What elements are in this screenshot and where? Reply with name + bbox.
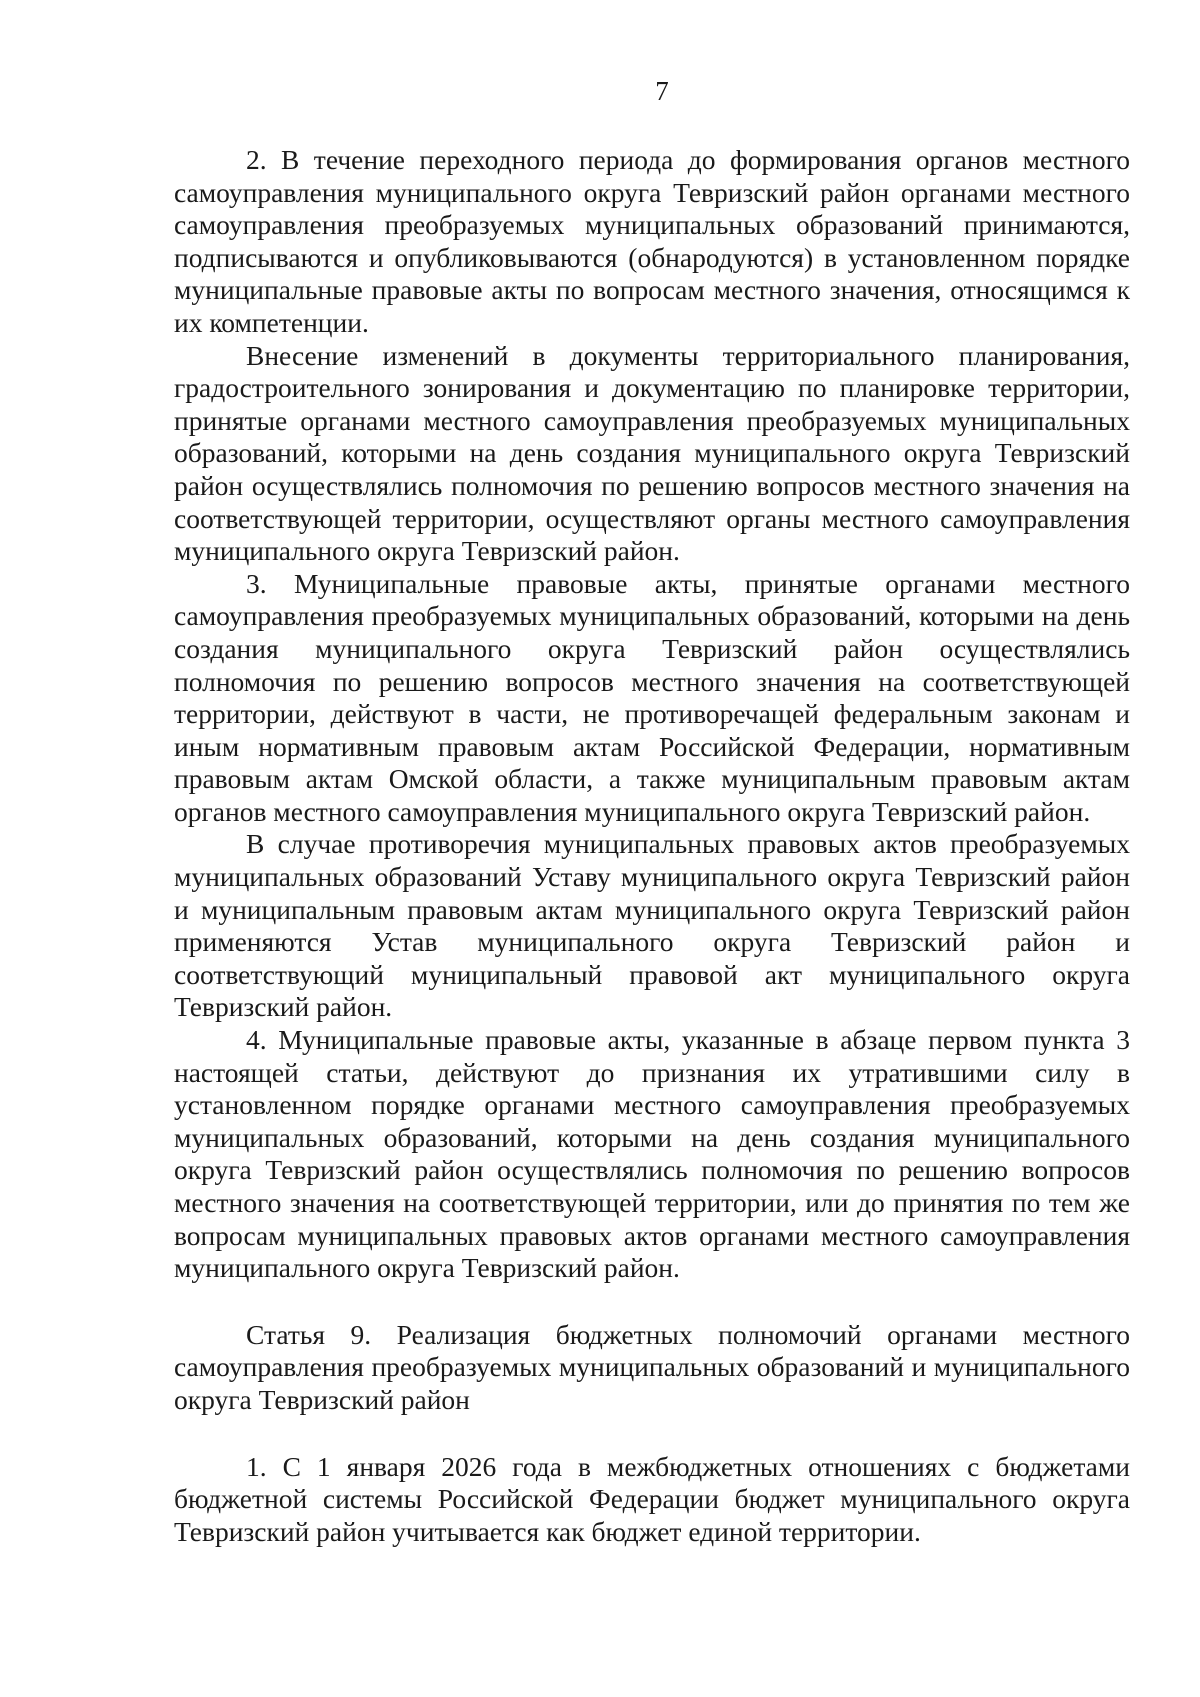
paragraph-item-2: 2. В течение переходного периода до формирования органов местного самоуправления муниципального округа Тевризский район органами местного самоуправления преобразуемых муниципальных образований принимаются, подписываются и опубликовываются (обнародуются) в установленном порядке муниципальные правовые акты по вопросам местного значения, относящимся к их компетенции. xyxy=(174,144,1130,338)
paragraph-contradiction: В случае противоречия муниципальных правовых актов преобразуемых муниципальных образований Уставу муниципального округа Тевризский район и муниципальным правовым актам муниципального округа Тевризский район применяются Устав муниципального округа Тевризский район и соответствующий муниципальный правовой акт муниципального округа Тевризский район. xyxy=(174,828,1130,1023)
document-body xyxy=(174,144,1130,1548)
paragraph-item-3: 3. Муниципальные правовые акты, принятые органами местного самоуправления преобразуемых муниципальных образований, которыми на день создания муниципального округа Тевризский район осуществлялись полномочия по решению вопросов местного значения на соответствующей территории, действуют в части, не противоречащей федеральным законам и иным нормативным правовым актам Российской Федерации, нормативным правовым актам Омской области, а также муниципальным правовым актам органов местного самоуправления муниципального округа Тевризский район. xyxy=(174,567,1130,827)
article-9-paragraph-1: 1. С 1 января 2026 года в межбюджетных отношениях с бюджетами бюджетной системы Российской Федерации бюджет муниципального округа Тевризский район учитывается как бюджет единой территории. xyxy=(174,1450,1130,1547)
page-number: 7 xyxy=(655,76,669,106)
paragraph-item-4: 4. Муниципальные правовые акты, указанные в абзаце первом пункта 3 настоящей статьи, действуют до признания их утратившими силу в установленном порядке органами местного самоуправления преобразуемых муниципальных образований, которыми на день создания муниципального округа Тевризский район осуществлялись полномочия по решению вопросов местного значения на соответствующей территории, или до принятия по тем же вопросам муниципальных правовых актов органами местного самоуправления муниципального округа Тевризский район. xyxy=(174,1024,1130,1284)
paragraph-amendments: Внесение изменений в документы территориального планирования, градостроительного зонирования и документацию по планировке территории, принятые органами местного самоуправления преобразуемых муниципальных образований, которыми на день создания муниципального округа Тевризский район осуществлялись полномочия по решению вопросов местного значения на соответствующей территории, осуществляют органы местного самоуправления муниципального округа Тевризский район. xyxy=(174,339,1130,567)
article-9-heading: Статья 9. Реализация бюджетных полномочий органами местного самоуправления преобразуемых муниципальных образований и муниципального округа Тевризский район xyxy=(174,1318,1130,1415)
